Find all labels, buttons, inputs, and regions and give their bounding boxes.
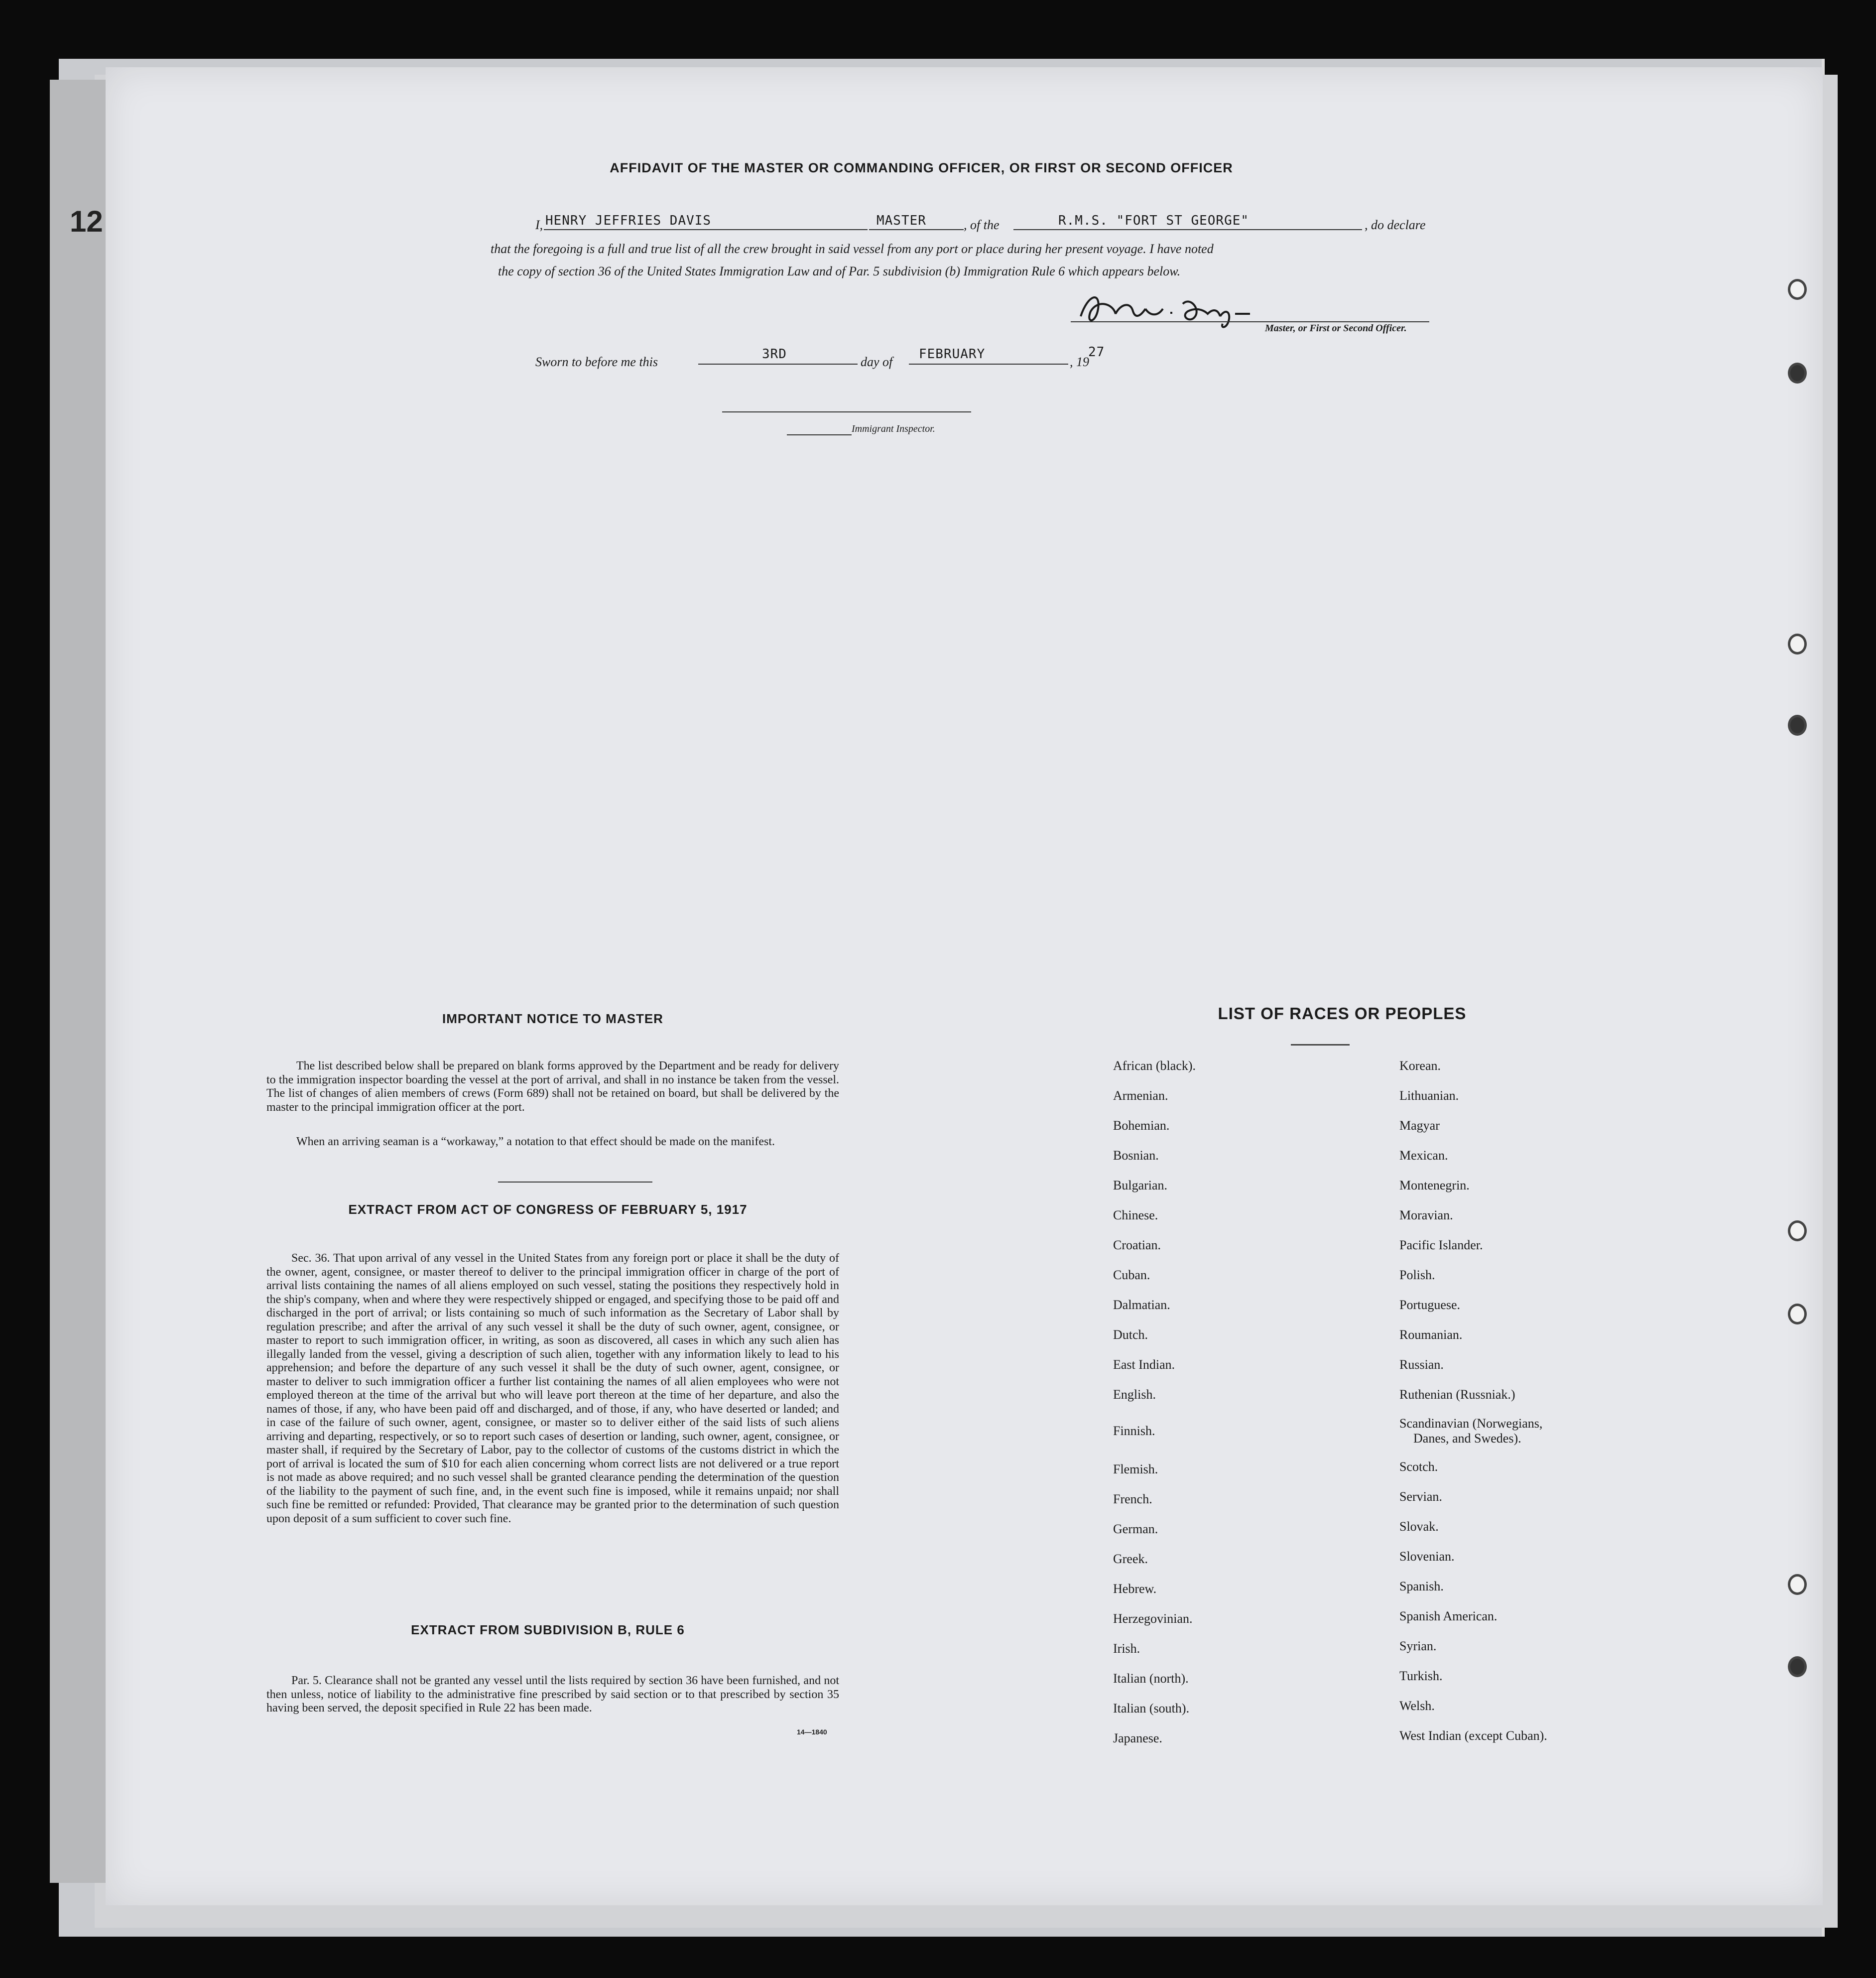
binder-hole-icon [1788,1304,1807,1324]
race-item: Herzegovinian. [1113,1611,1193,1626]
race-item: Croatian. [1113,1238,1161,1252]
rule-extract-text: Par. 5. Clearance shall not be granted any vessel until the lists required by section 36 have been furnished, and not then unless, notice of liability to the administrative fine prescribed by said section or to that prescribed by section 35 having been served, the deposit specified in Rule 22 has been made. [266,1674,839,1714]
race-item: Dutch. [1113,1327,1148,1342]
month-line [909,364,1068,365]
race-item: Magyar [1399,1118,1440,1133]
inspector-signature-line [722,411,971,412]
master-rank: MASTER [876,213,926,228]
vessel-line [1013,229,1362,230]
race-item: Korean. [1399,1058,1441,1073]
left-margin-strip [50,80,110,1883]
signer-caption: Master, or First or Second Officer. [1265,323,1407,334]
race-item: Roumanian. [1399,1327,1463,1342]
race-item: Flemish. [1113,1462,1158,1476]
of-the-text: , of the [964,218,1000,232]
rank-line [869,229,964,230]
signature-line [1071,321,1429,322]
day-line [698,364,858,365]
binder-hole-icon [1788,279,1807,300]
race-item: Mexican. [1399,1148,1448,1163]
binder-hole-icon [1788,1574,1807,1595]
day-of-text: day of [861,355,893,369]
race-item: Italian (south). [1113,1701,1190,1715]
affidavit-line-3: the copy of section 36 of the United States Immigration Law and of Par. 5 subdivision (b) Immigration Rule 6 which appears below. [498,264,1181,278]
race-item: Lithuanian. [1399,1088,1459,1103]
form-number: 14—1840 [797,1728,827,1736]
notice-paragraph-1: The list described below shall be prepared on blank forms approved by the Department and be ready for delivery to the immigration inspector boarding the vessel at the port of arrival, and shall in no instance be taken from the vessel. The list of changes of alien members of crews (Form 689) shall not be retained on board, but shall be delivered by the master to the principal immigration officer at the port. [266,1059,839,1114]
race-item: Bohemian. [1113,1118,1170,1133]
affidavit-title: AFFIDAVIT OF THE MASTER OR COMMANDING OFFICER, OR FIRST OR SECOND OFFICER [610,160,1233,175]
race-item: Bosnian. [1113,1148,1159,1163]
race-item: English. [1113,1387,1156,1402]
margin-page-number: 12 [70,205,103,238]
race-item: Danes, and Swedes). [1413,1431,1521,1446]
inspector-short-line [787,434,852,435]
race-item: Polish. [1399,1268,1435,1282]
race-item: Portuguese. [1399,1298,1461,1312]
race-item: Armenian. [1113,1088,1168,1103]
race-item: African (black). [1113,1058,1196,1073]
notice-paragraph-2: When an arriving seaman is a “workaway,” a notation to that effect should be made on the manifest. [296,1135,775,1148]
race-item: Welsh. [1399,1699,1435,1713]
binder-hole-icon [1788,1656,1807,1677]
race-item: West Indian (except Cuban). [1399,1728,1547,1743]
race-item: Irish. [1113,1641,1140,1656]
name-line [544,229,868,230]
sworn-year: 27 [1088,345,1105,360]
race-item: Chinese. [1113,1208,1158,1222]
sworn-prefix: Sworn to before me this [535,355,658,369]
rule-extract-title: EXTRACT FROM SUBDIVISION B, RULE 6 [411,1622,685,1637]
binder-hole-icon [1788,634,1807,655]
race-item: Scandinavian (Norwegians, [1399,1416,1543,1431]
binder-hole-icon [1788,715,1807,736]
races-title-underline [1291,1044,1350,1046]
do-declare-text: , do declare [1365,218,1426,232]
race-item: Syrian. [1399,1639,1437,1653]
affidavit-pronoun: I, [535,218,543,232]
act-extract-text: Sec. 36. That upon arrival of any vessel in the United States from any foreign port or place it shall be the duty of the owner, agent, consignee, or master thereof to deliver to the principal immigration officer in charge of the port of arrival lists containing the names of all aliens employed on such vessel, stating the positions they respectively hold in the ship's company, when and where they were respectively shipped or engaged, and specifying those to be paid off and discharged in the port of arrival; or lists containing so much of such information as the Secretary of Labor shall by regulation prescribe; and after the arrival of any such vessel it shall be the duty of such owner, agent, consignee, or master to report to such immigration officer, in writing, as soon as discovered, all cases in which any such alien has illegally landed from the vessel, giving a description of such alien, together with any information likely to lead to his apprehension; and before the departure of any such vessel it shall be the duty of such owner, agent, consignee, or master to deliver to such immigration officer a further list containing the names of all alien employees who were not employed thereon at the time of the arrival but who will leave port thereon at the time of her departure, and also the names of those, if any, who have been paid off and discharged, and of those, if any, who have deserted or landed; and in case of the failure of such owner, agent, consignee, or master so to deliver either of the said lists of such aliens arriving and departing, respectively, or so to report such cases of desertion or landing, such owner, agent, consignee, or master shall, if required by the Secretary of Labor, pay to the collector of customs of the customs district in which the port of arrival is located the sum of $10 for each alien concerning whom correct lists are not delivered or a true report is not made as above required; and no such vessel shall be granted clearance pending the determination of the question of the liability to the payment of such fine, and, in the event such fine is imposed, while it remains unpaid; nor shall such fine be remitted or refunded: Provided, That clearance may be granted prior to the determination of such question upon deposit of a sum sufficient to cover such fine. [266,1252,839,1525]
race-item: Pacific Islander. [1399,1238,1483,1252]
race-item: Cuban. [1113,1268,1150,1282]
act-extract-title: EXTRACT FROM ACT OF CONGRESS OF FEBRUARY 5, 1917 [348,1202,748,1217]
sworn-month: FEBRUARY [919,347,986,362]
binder-hole-icon [1788,363,1807,384]
race-item: Russian. [1399,1357,1444,1372]
race-item: German. [1113,1522,1158,1536]
race-item: Slovenian. [1399,1549,1455,1564]
affidavit-line-2: that the foregoing is a full and true list of all the crew brought in said vessel from any port or place during her present voyage. I have noted [491,242,1214,256]
races-list-title: LIST OF RACES OR PEOPLES [1218,1004,1467,1023]
race-item: Moravian. [1399,1208,1453,1222]
race-item: Finnish. [1113,1424,1155,1438]
race-item: Japanese. [1113,1731,1162,1745]
race-item: Ruthenian (Russniak.) [1399,1387,1515,1402]
race-item: East Indian. [1113,1357,1175,1372]
race-item: Turkish. [1399,1669,1443,1683]
vessel-name: R.M.S. "FORT ST GEORGE" [1058,213,1250,228]
race-item: Italian (north). [1113,1671,1189,1686]
binder-hole-icon [1788,1220,1807,1241]
race-item: Bulgarian. [1113,1178,1168,1192]
race-item: Greek. [1113,1552,1148,1566]
race-item: Dalmatian. [1113,1298,1170,1312]
race-item: Spanish American. [1399,1609,1498,1623]
race-item: French. [1113,1492,1152,1506]
document-page [106,67,1823,1905]
inspector-caption: Immigrant Inspector. [852,423,935,434]
race-item: Hebrew. [1113,1582,1157,1596]
sworn-day: 3RD [762,347,787,362]
race-item: Slovak. [1399,1519,1439,1534]
year-prefix: , 19 [1070,355,1089,369]
race-item: Montenegrin. [1399,1178,1470,1192]
race-item: Servian. [1399,1489,1442,1504]
master-name: HENRY JEFFRIES DAVIS [545,213,712,228]
race-item: Spanish. [1399,1579,1444,1593]
race-item: Scotch. [1399,1459,1438,1474]
notice-title: IMPORTANT NOTICE TO MASTER [442,1011,663,1026]
notice-divider [498,1182,652,1183]
master-signature [1071,289,1280,334]
